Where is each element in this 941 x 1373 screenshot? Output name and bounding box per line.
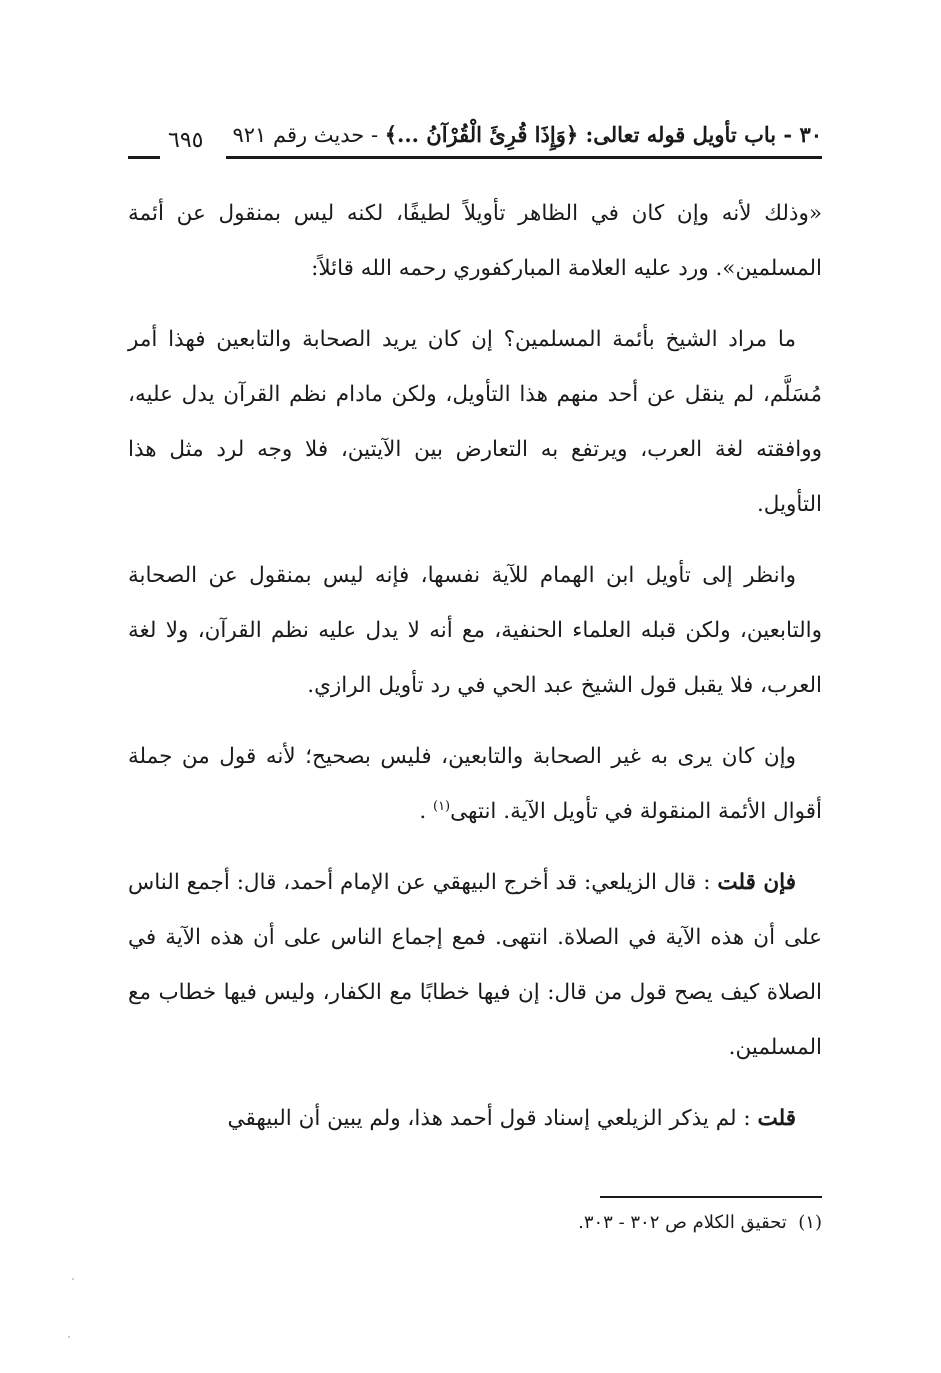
paragraph-lead: قلت [757, 1106, 796, 1131]
paragraph-text: وانظر إلى تأويل ابن الهمام للآية نفسها، فإنه ليس بمنقول عن الصحابة والتابعين، ولكن قبله العلماء الحنفية، مع أنه لا يدل عليه نظم القرآن، ولا لغة العرب، فلا يقبل قول الشيخ عبد الحي في رد تأويل الرازي. [128, 563, 822, 698]
scan-speck [68, 1336, 70, 1338]
paragraph-lead: فإن قلت [717, 870, 796, 895]
paragraph [128, 312, 822, 532]
page-number: ٦٩٥ [168, 128, 204, 153]
running-header [128, 118, 822, 166]
paragraph [128, 855, 822, 1075]
chapter-title [232, 122, 822, 147]
footnote [128, 1212, 822, 1233]
footnote-text: تحقيق الكلام ص ٣٠٢ - ٣٠٣. [578, 1212, 787, 1233]
scan-speck [72, 1278, 74, 1280]
footnote-number: (١) [798, 1212, 822, 1233]
footnote-separator [600, 1196, 822, 1198]
paragraph-text: : قال الزيلعي: قد أخرج البيهقي عن الإمام أحمد، قال: أجمع الناس على أن هذه الآية في الصلاة. انتهى. فمع إجماع الناس على أن هذه الآية في الصلاة كيف يصح قول من قال: إن فيها خطابًا مع الكفار، وليس فيها خطاب مع المسلمين. [128, 870, 822, 1060]
chapter-title-text: ٣٠ - باب تأويل قوله تعالى: ﴿وَإِذَا قُرِئَ الْقُرْآنُ ...﴾ [384, 122, 822, 147]
paragraph-text: «وذلك لأنه وإن كان في الظاهر تأويلاً لطيفًا، لكنه ليس بمنقول عن أئمة المسلمين». ورد عليه العلامة المباركفوري رحمه الله قائلاً: [128, 201, 822, 281]
header-rule-short [128, 156, 160, 159]
paragraph-text: : لم يذكر الزيلعي إسناد قول أحمد هذا، ولم يبين أن البيهقي [227, 1106, 751, 1131]
paragraph-text: ما مراد الشيخ بأئمة المسلمين؟ إن كان يريد الصحابة والتابعين فهذا أمر مُسَلَّم، لم ينقل عن أحد منهم هذا التأويل، ولكن مادام نظم القرآن يدل عليه، ووافقته لغة العرب، ويرتفع به التعارض بين الآيتين، فلا وجه لرد مثل هذا التأويل. [128, 327, 822, 517]
paragraph [128, 548, 822, 713]
paragraph [128, 186, 822, 296]
header-rule [226, 156, 822, 159]
hadith-number: - حديث رقم ٩٢١ [232, 123, 385, 147]
footnote-marker[interactable]: (١) [432, 798, 451, 814]
main-text [128, 186, 822, 1162]
paragraph-text: وإن كان يرى به غير الصحابة والتابعين، فليس بصحيح؛ لأنه قول من جملة أقوال الأئمة المنقولة في تأويل الآية. انتهى [128, 744, 822, 824]
paragraph: وإن كان يرى به غير الصحابة والتابعين، فليس بصحيح؛ لأنه قول من جملة أقوال الأئمة المنقولة في تأويل الآية. انتهى$^{(١)}$ . [128, 744, 822, 824]
paragraph [128, 1091, 822, 1146]
